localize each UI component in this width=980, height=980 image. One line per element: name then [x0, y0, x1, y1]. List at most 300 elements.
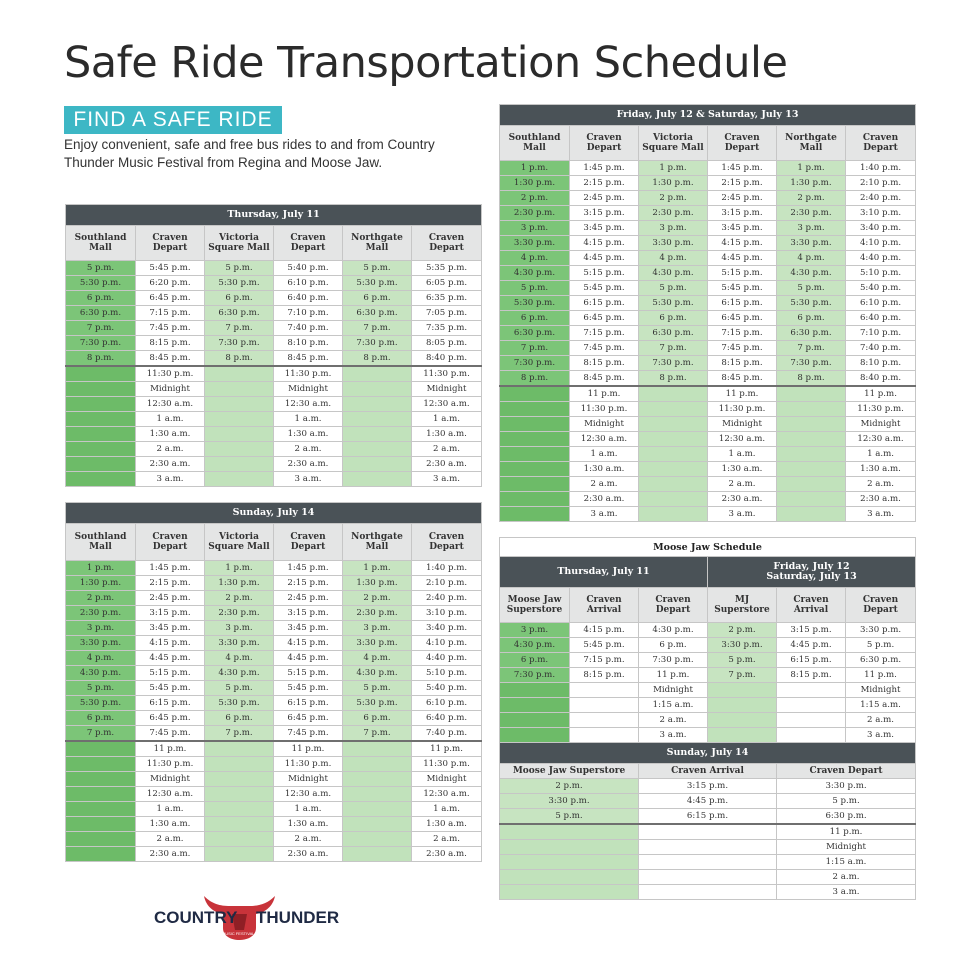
moose-jaw-title: Moose Jaw Schedule: [500, 538, 916, 557]
table-cell: 6 p.m.: [500, 311, 570, 326]
table-cell: 11 p.m.: [136, 741, 205, 757]
table-cell: 1 p.m.: [343, 561, 412, 576]
empty-cell: [343, 772, 412, 787]
table-cell: 8:05 p.m.: [412, 336, 482, 351]
empty-cell: [66, 772, 136, 787]
table-cell: 2:15 p.m.: [708, 176, 777, 191]
table-cell: 3:45 p.m.: [570, 221, 639, 236]
table-cell: 3:30 p.m.: [343, 636, 412, 651]
table-cell: 5:30 p.m.: [66, 696, 136, 711]
table-cell: 11:30 p.m.: [412, 757, 482, 772]
empty-cell: [66, 382, 136, 397]
column-header-row: [500, 588, 916, 623]
table-cell: 1:30 a.m.: [412, 817, 482, 832]
table-cell: 11 p.m.: [274, 741, 343, 757]
table-cell: 3:45 p.m.: [136, 621, 205, 636]
table-cell: 5:40 p.m.: [274, 261, 343, 276]
table-cell: 1 p.m.: [777, 161, 846, 176]
table-cell: 4:30 p.m.: [343, 666, 412, 681]
table-cell: 3:30 p.m.: [846, 623, 916, 638]
table-cell: 3 p.m.: [500, 221, 570, 236]
table-cell: 3 a.m.: [274, 472, 343, 487]
empty-cell: [343, 817, 412, 832]
friday-saturday-schedule-table: [499, 104, 916, 522]
empty-cell: [777, 432, 846, 447]
table-cell: 2 a.m.: [639, 713, 708, 728]
table-cell: 2:40 p.m.: [412, 591, 482, 606]
table-cell: 1:30 p.m.: [343, 576, 412, 591]
table-cell: 3 a.m.: [708, 507, 777, 522]
table-cell: 1 a.m.: [708, 447, 777, 462]
table-cell: 6 p.m.: [66, 711, 136, 726]
table-cell: 2:30 a.m.: [412, 847, 482, 862]
table-cell: 5:30 p.m.: [205, 696, 274, 711]
table-cell: 7 p.m.: [66, 321, 136, 336]
table-cell: 6:45 p.m.: [274, 711, 343, 726]
table-cell: 1:30 p.m.: [66, 576, 136, 591]
table-cell: 8:45 p.m.: [136, 351, 205, 367]
table-cell: 4 p.m.: [205, 651, 274, 666]
empty-cell: [777, 492, 846, 507]
table-cell: 3 a.m.: [846, 507, 916, 522]
table-cell: 6:30 p.m.: [500, 326, 570, 341]
table-cell: 1:40 p.m.: [412, 561, 482, 576]
table-cell: 5:30 p.m.: [343, 696, 412, 711]
intro-text: Enjoy convenient, safe and free bus rides to and from Country Thunder Music Festival from Regina and Moose Jaw.: [64, 137, 435, 170]
table-cell: 6 p.m.: [500, 653, 570, 668]
table-row: [500, 326, 916, 341]
table-cell: 1:30 a.m.: [274, 427, 343, 442]
table-title: Thursday, July 11: [66, 205, 482, 226]
table-cell: 1 a.m.: [846, 447, 916, 462]
empty-cell: [343, 472, 412, 487]
table-cell: 3:30 p.m.: [777, 779, 916, 794]
column-header: Craven Depart: [570, 126, 639, 161]
table-cell: 11 p.m.: [412, 741, 482, 757]
country-thunder-logo: [152, 890, 340, 942]
table-cell: 5 p.m.: [66, 681, 136, 696]
table-cell: 2 a.m.: [846, 477, 916, 492]
column-header: Northgate Mall: [343, 226, 412, 261]
table-cell: 1:30 a.m.: [136, 817, 205, 832]
empty-cell: [708, 728, 777, 743]
table-cell: 4 p.m.: [639, 251, 708, 266]
table-cell: 3:15 p.m.: [274, 606, 343, 621]
table-cell: 2 a.m.: [274, 442, 343, 457]
table-cell: 2:30 p.m.: [66, 606, 136, 621]
table-cell: 4:45 p.m.: [639, 794, 777, 809]
table-cell: 6:45 p.m.: [570, 311, 639, 326]
table-cell: 3 a.m.: [846, 728, 916, 743]
table-cell: Midnight: [412, 382, 482, 397]
table-cell: 2:45 p.m.: [708, 191, 777, 206]
table-cell: 1:30 a.m.: [412, 427, 482, 442]
table-cell: 5:30 p.m.: [500, 296, 570, 311]
empty-cell: [205, 472, 274, 487]
table-cell: 1:30 a.m.: [570, 462, 639, 477]
table-cell: 1:30 a.m.: [708, 462, 777, 477]
table-cell: 1:30 p.m.: [205, 576, 274, 591]
empty-cell: [777, 683, 846, 698]
table-cell: 7 p.m.: [343, 321, 412, 336]
table-cell: 5 p.m.: [639, 281, 708, 296]
empty-cell: [639, 417, 708, 432]
table-row: [500, 809, 916, 825]
return-row: [500, 386, 916, 402]
table-cell: 11 p.m.: [777, 824, 916, 840]
table-cell: 1 p.m.: [639, 161, 708, 176]
table-cell: 11 p.m.: [639, 668, 708, 683]
table-cell: 2:30 a.m.: [136, 847, 205, 862]
table-cell: 6 p.m.: [639, 638, 708, 653]
column-header: MJ Superstore: [708, 588, 777, 623]
table-cell: 2:30 a.m.: [570, 492, 639, 507]
table-title-row: [66, 503, 482, 524]
empty-cell: [205, 832, 274, 847]
table-cell: 2 a.m.: [846, 713, 916, 728]
table-cell: 4:40 p.m.: [846, 251, 916, 266]
empty-cell: [777, 417, 846, 432]
table-cell: 3 a.m.: [570, 507, 639, 522]
empty-cell: [500, 492, 570, 507]
table-cell: 3 a.m.: [136, 472, 205, 487]
table-cell: 6:15 p.m.: [777, 653, 846, 668]
table-row: [500, 623, 916, 638]
column-header: Craven Depart: [136, 226, 205, 261]
column-header: Craven Depart: [639, 588, 708, 623]
table-cell: 1:45 p.m.: [274, 561, 343, 576]
table-cell: 8 p.m.: [777, 371, 846, 387]
column-header: Southland Mall: [66, 524, 136, 561]
friday-label: Friday, July 12: [773, 561, 850, 572]
column-header: Craven Depart: [136, 524, 205, 561]
empty-cell: [343, 442, 412, 457]
table-cell: 5:45 p.m.: [136, 261, 205, 276]
table-cell: 8:45 p.m.: [708, 371, 777, 387]
table-cell: 6:30 p.m.: [205, 306, 274, 321]
empty-cell: [500, 477, 570, 492]
table-cell: 4:30 p.m.: [500, 266, 570, 281]
table-cell: 2 a.m.: [274, 832, 343, 847]
table-cell: 7:45 p.m.: [570, 341, 639, 356]
empty-cell: [777, 507, 846, 522]
table-cell: 2:45 p.m.: [274, 591, 343, 606]
table-cell: 3 p.m.: [639, 221, 708, 236]
table-row: [500, 266, 916, 281]
column-header: Southland Mall: [66, 226, 136, 261]
return-row: [500, 855, 916, 870]
empty-cell: [66, 442, 136, 457]
table-cell: 5:30 p.m.: [777, 296, 846, 311]
table-cell: 11 p.m.: [708, 386, 777, 402]
table-cell: 1 a.m.: [412, 802, 482, 817]
table-cell: 4:45 p.m.: [708, 251, 777, 266]
table-cell: 6:15 p.m.: [274, 696, 343, 711]
table-cell: 7:45 p.m.: [708, 341, 777, 356]
table-cell: 8:15 p.m.: [570, 356, 639, 371]
table-cell: 7 p.m.: [639, 341, 708, 356]
empty-cell: [500, 683, 570, 698]
empty-cell: [777, 462, 846, 477]
return-row: [66, 397, 482, 412]
column-header-row: [66, 524, 482, 561]
return-row: [500, 885, 916, 900]
table-cell: 4:40 p.m.: [412, 651, 482, 666]
table-cell: 7:40 p.m.: [274, 321, 343, 336]
empty-cell: [708, 683, 777, 698]
sunday-schedule-table: [65, 502, 482, 862]
column-header: Moose Jaw Superstore: [500, 764, 639, 779]
empty-cell: [500, 698, 570, 713]
table-cell: 6:20 p.m.: [136, 276, 205, 291]
table-cell: 12:30 a.m.: [412, 787, 482, 802]
table-cell: 7 p.m.: [66, 726, 136, 742]
column-header: Craven Arrival: [639, 764, 777, 779]
table-cell: 7:30 p.m.: [639, 356, 708, 371]
logo-tagline: MUSIC FESTIVALS: [221, 931, 258, 936]
table-cell: 2:10 p.m.: [846, 176, 916, 191]
table-row: [500, 638, 916, 653]
table-cell: 3:30 p.m.: [639, 236, 708, 251]
table-cell: 8:10 p.m.: [274, 336, 343, 351]
table-cell: 4:30 p.m.: [66, 666, 136, 681]
table-cell: 3:15 p.m.: [570, 206, 639, 221]
return-row: [66, 787, 482, 802]
page-title: Safe Ride Transportation Schedule: [64, 38, 788, 88]
table-cell: 12:30 a.m.: [274, 397, 343, 412]
column-header: Craven Depart: [708, 126, 777, 161]
table-cell: 1 a.m.: [136, 412, 205, 427]
table-cell: 12:30 a.m.: [274, 787, 343, 802]
table-cell: 2 p.m.: [343, 591, 412, 606]
table-cell: 6:40 p.m.: [412, 711, 482, 726]
table-cell: 6 p.m.: [205, 711, 274, 726]
table-cell: 5:45 p.m.: [570, 638, 639, 653]
table-cell: 3:15 p.m.: [777, 623, 846, 638]
table-cell: 8 p.m.: [66, 351, 136, 367]
table-cell: 6:45 p.m.: [708, 311, 777, 326]
table-cell: 7:30 p.m.: [639, 653, 708, 668]
table-cell: 3:40 p.m.: [412, 621, 482, 636]
table-cell: 11:30 p.m.: [846, 402, 916, 417]
table-cell: 7:45 p.m.: [136, 726, 205, 742]
table-cell: 2:30 a.m.: [412, 457, 482, 472]
table-cell: 12:30 a.m.: [136, 787, 205, 802]
empty-cell: [205, 802, 274, 817]
table-cell: 12:30 a.m.: [570, 432, 639, 447]
return-row: [66, 412, 482, 427]
table-cell: 6:45 p.m.: [136, 711, 205, 726]
empty-cell: [500, 855, 639, 870]
table-cell: 1 p.m.: [205, 561, 274, 576]
table-cell: 7:10 p.m.: [846, 326, 916, 341]
table-cell: 5:35 p.m.: [412, 261, 482, 276]
empty-cell: [343, 427, 412, 442]
table-cell: 2 p.m.: [777, 191, 846, 206]
table-cell: 11:30 p.m.: [274, 366, 343, 382]
table-cell: 1:15 a.m.: [639, 698, 708, 713]
return-row: [500, 447, 916, 462]
empty-cell: [639, 447, 708, 462]
table-row: [66, 726, 482, 742]
table-cell: 3 p.m.: [777, 221, 846, 236]
empty-cell: [639, 870, 777, 885]
table-cell: 3 a.m.: [777, 885, 916, 900]
table-cell: 1:30 p.m.: [500, 176, 570, 191]
table-cell: 2:30 p.m.: [500, 206, 570, 221]
return-row: [500, 840, 916, 855]
column-header: Craven Depart: [777, 764, 916, 779]
empty-cell: [343, 382, 412, 397]
empty-cell: [66, 397, 136, 412]
table-row: [500, 296, 916, 311]
column-header: Southland Mall: [500, 126, 570, 161]
table-cell: 4 p.m.: [343, 651, 412, 666]
table-cell: 3 p.m.: [343, 621, 412, 636]
table-cell: 1 a.m.: [412, 412, 482, 427]
table-cell: 7:30 p.m.: [343, 336, 412, 351]
table-cell: 8:45 p.m.: [570, 371, 639, 387]
table-cell: Midnight: [136, 772, 205, 787]
table-cell: 4:15 p.m.: [570, 623, 639, 638]
table-cell: 8:15 p.m.: [777, 668, 846, 683]
table-cell: 2:30 a.m.: [274, 457, 343, 472]
table-cell: 3:15 p.m.: [708, 206, 777, 221]
table-cell: 7 p.m.: [205, 726, 274, 742]
table-row: [66, 306, 482, 321]
empty-cell: [570, 713, 639, 728]
table-cell: 4:10 p.m.: [846, 236, 916, 251]
empty-cell: [205, 787, 274, 802]
table-cell: 7:15 p.m.: [708, 326, 777, 341]
sunday-header-row: [500, 743, 916, 764]
table-cell: 2 a.m.: [412, 832, 482, 847]
table-cell: 6:45 p.m.: [136, 291, 205, 306]
empty-cell: [639, 386, 708, 402]
table-cell: 2 p.m.: [500, 779, 639, 794]
table-cell: 2:30 p.m.: [343, 606, 412, 621]
empty-cell: [205, 366, 274, 382]
empty-cell: [343, 741, 412, 757]
table-cell: 6:30 p.m.: [343, 306, 412, 321]
table-cell: 11:30 p.m.: [274, 757, 343, 772]
table-cell: 4:45 p.m.: [777, 638, 846, 653]
table-row: [66, 336, 482, 351]
table-cell: 2:30 a.m.: [274, 847, 343, 862]
column-header: Craven Depart: [412, 226, 482, 261]
find-safe-ride-badge: FIND A SAFE RIDE: [64, 106, 282, 134]
table-cell: 8 p.m.: [639, 371, 708, 387]
return-row: [66, 427, 482, 442]
table-cell: 4:15 p.m.: [570, 236, 639, 251]
table-cell: 7:30 p.m.: [205, 336, 274, 351]
table-cell: 8:15 p.m.: [570, 668, 639, 683]
table-cell: 7:45 p.m.: [136, 321, 205, 336]
day-header-row: [500, 557, 916, 588]
table-row: [66, 636, 482, 651]
table-cell: Midnight: [846, 683, 916, 698]
return-row: [66, 457, 482, 472]
table-cell: 2:30 p.m.: [777, 206, 846, 221]
table-cell: 1:30 a.m.: [846, 462, 916, 477]
empty-cell: [66, 817, 136, 832]
table-cell: 1 a.m.: [570, 447, 639, 462]
empty-cell: [66, 366, 136, 382]
column-header: Craven Arrival: [777, 588, 846, 623]
empty-cell: [343, 832, 412, 847]
empty-cell: [777, 728, 846, 743]
table-cell: 3:30 p.m.: [500, 794, 639, 809]
table-cell: 2:30 p.m.: [639, 206, 708, 221]
table-row: [500, 206, 916, 221]
empty-cell: [343, 787, 412, 802]
column-header: Craven Depart: [412, 524, 482, 561]
empty-cell: [66, 741, 136, 757]
table-row: [500, 341, 916, 356]
table-cell: 11:30 p.m.: [136, 757, 205, 772]
table-row: [500, 176, 916, 191]
table-cell: 8:40 p.m.: [846, 371, 916, 387]
table-row: [500, 668, 916, 683]
table-row: [66, 651, 482, 666]
table-title-row: [500, 105, 916, 126]
table-cell: 2:40 p.m.: [846, 191, 916, 206]
empty-cell: [500, 713, 570, 728]
empty-cell: [777, 713, 846, 728]
empty-cell: [205, 772, 274, 787]
table-row: [66, 666, 482, 681]
table-title: Friday, July 12 & Saturday, July 13: [500, 105, 916, 126]
table-cell: 6 p.m.: [343, 711, 412, 726]
empty-cell: [777, 386, 846, 402]
return-row: [66, 741, 482, 757]
friday-saturday-header: [708, 557, 916, 588]
table-cell: 1 a.m.: [136, 802, 205, 817]
table-cell: 2 p.m.: [66, 591, 136, 606]
table-cell: 5:30 p.m.: [343, 276, 412, 291]
table-cell: 6:30 p.m.: [846, 653, 916, 668]
table-cell: 3 p.m.: [500, 623, 570, 638]
table-cell: 2 a.m.: [570, 477, 639, 492]
logo-left-text: COUNTRY: [154, 908, 238, 927]
table-cell: 6:35 p.m.: [412, 291, 482, 306]
return-row: [66, 802, 482, 817]
table-cell: 2:30 p.m.: [205, 606, 274, 621]
table-cell: 3:45 p.m.: [708, 221, 777, 236]
table-cell: 7:45 p.m.: [274, 726, 343, 742]
table-cell: 2:15 p.m.: [274, 576, 343, 591]
empty-cell: [205, 457, 274, 472]
table-cell: 5:40 p.m.: [846, 281, 916, 296]
table-cell: 3:30 p.m.: [205, 636, 274, 651]
table-cell: 2 a.m.: [136, 832, 205, 847]
table-cell: 5:15 p.m.: [708, 266, 777, 281]
table-cell: 4:30 p.m.: [500, 638, 570, 653]
empty-cell: [343, 457, 412, 472]
table-cell: 4:15 p.m.: [136, 636, 205, 651]
table-cell: 2 a.m.: [136, 442, 205, 457]
table-cell: 4:45 p.m.: [570, 251, 639, 266]
table-cell: 2 a.m.: [412, 442, 482, 457]
table-cell: 7:30 p.m.: [500, 668, 570, 683]
table-cell: Midnight: [777, 840, 916, 855]
return-row: [66, 472, 482, 487]
table-cell: 6 p.m.: [343, 291, 412, 306]
table-cell: 5:30 p.m.: [66, 276, 136, 291]
return-row: [500, 507, 916, 522]
table-cell: 6:15 p.m.: [708, 296, 777, 311]
empty-cell: [66, 472, 136, 487]
